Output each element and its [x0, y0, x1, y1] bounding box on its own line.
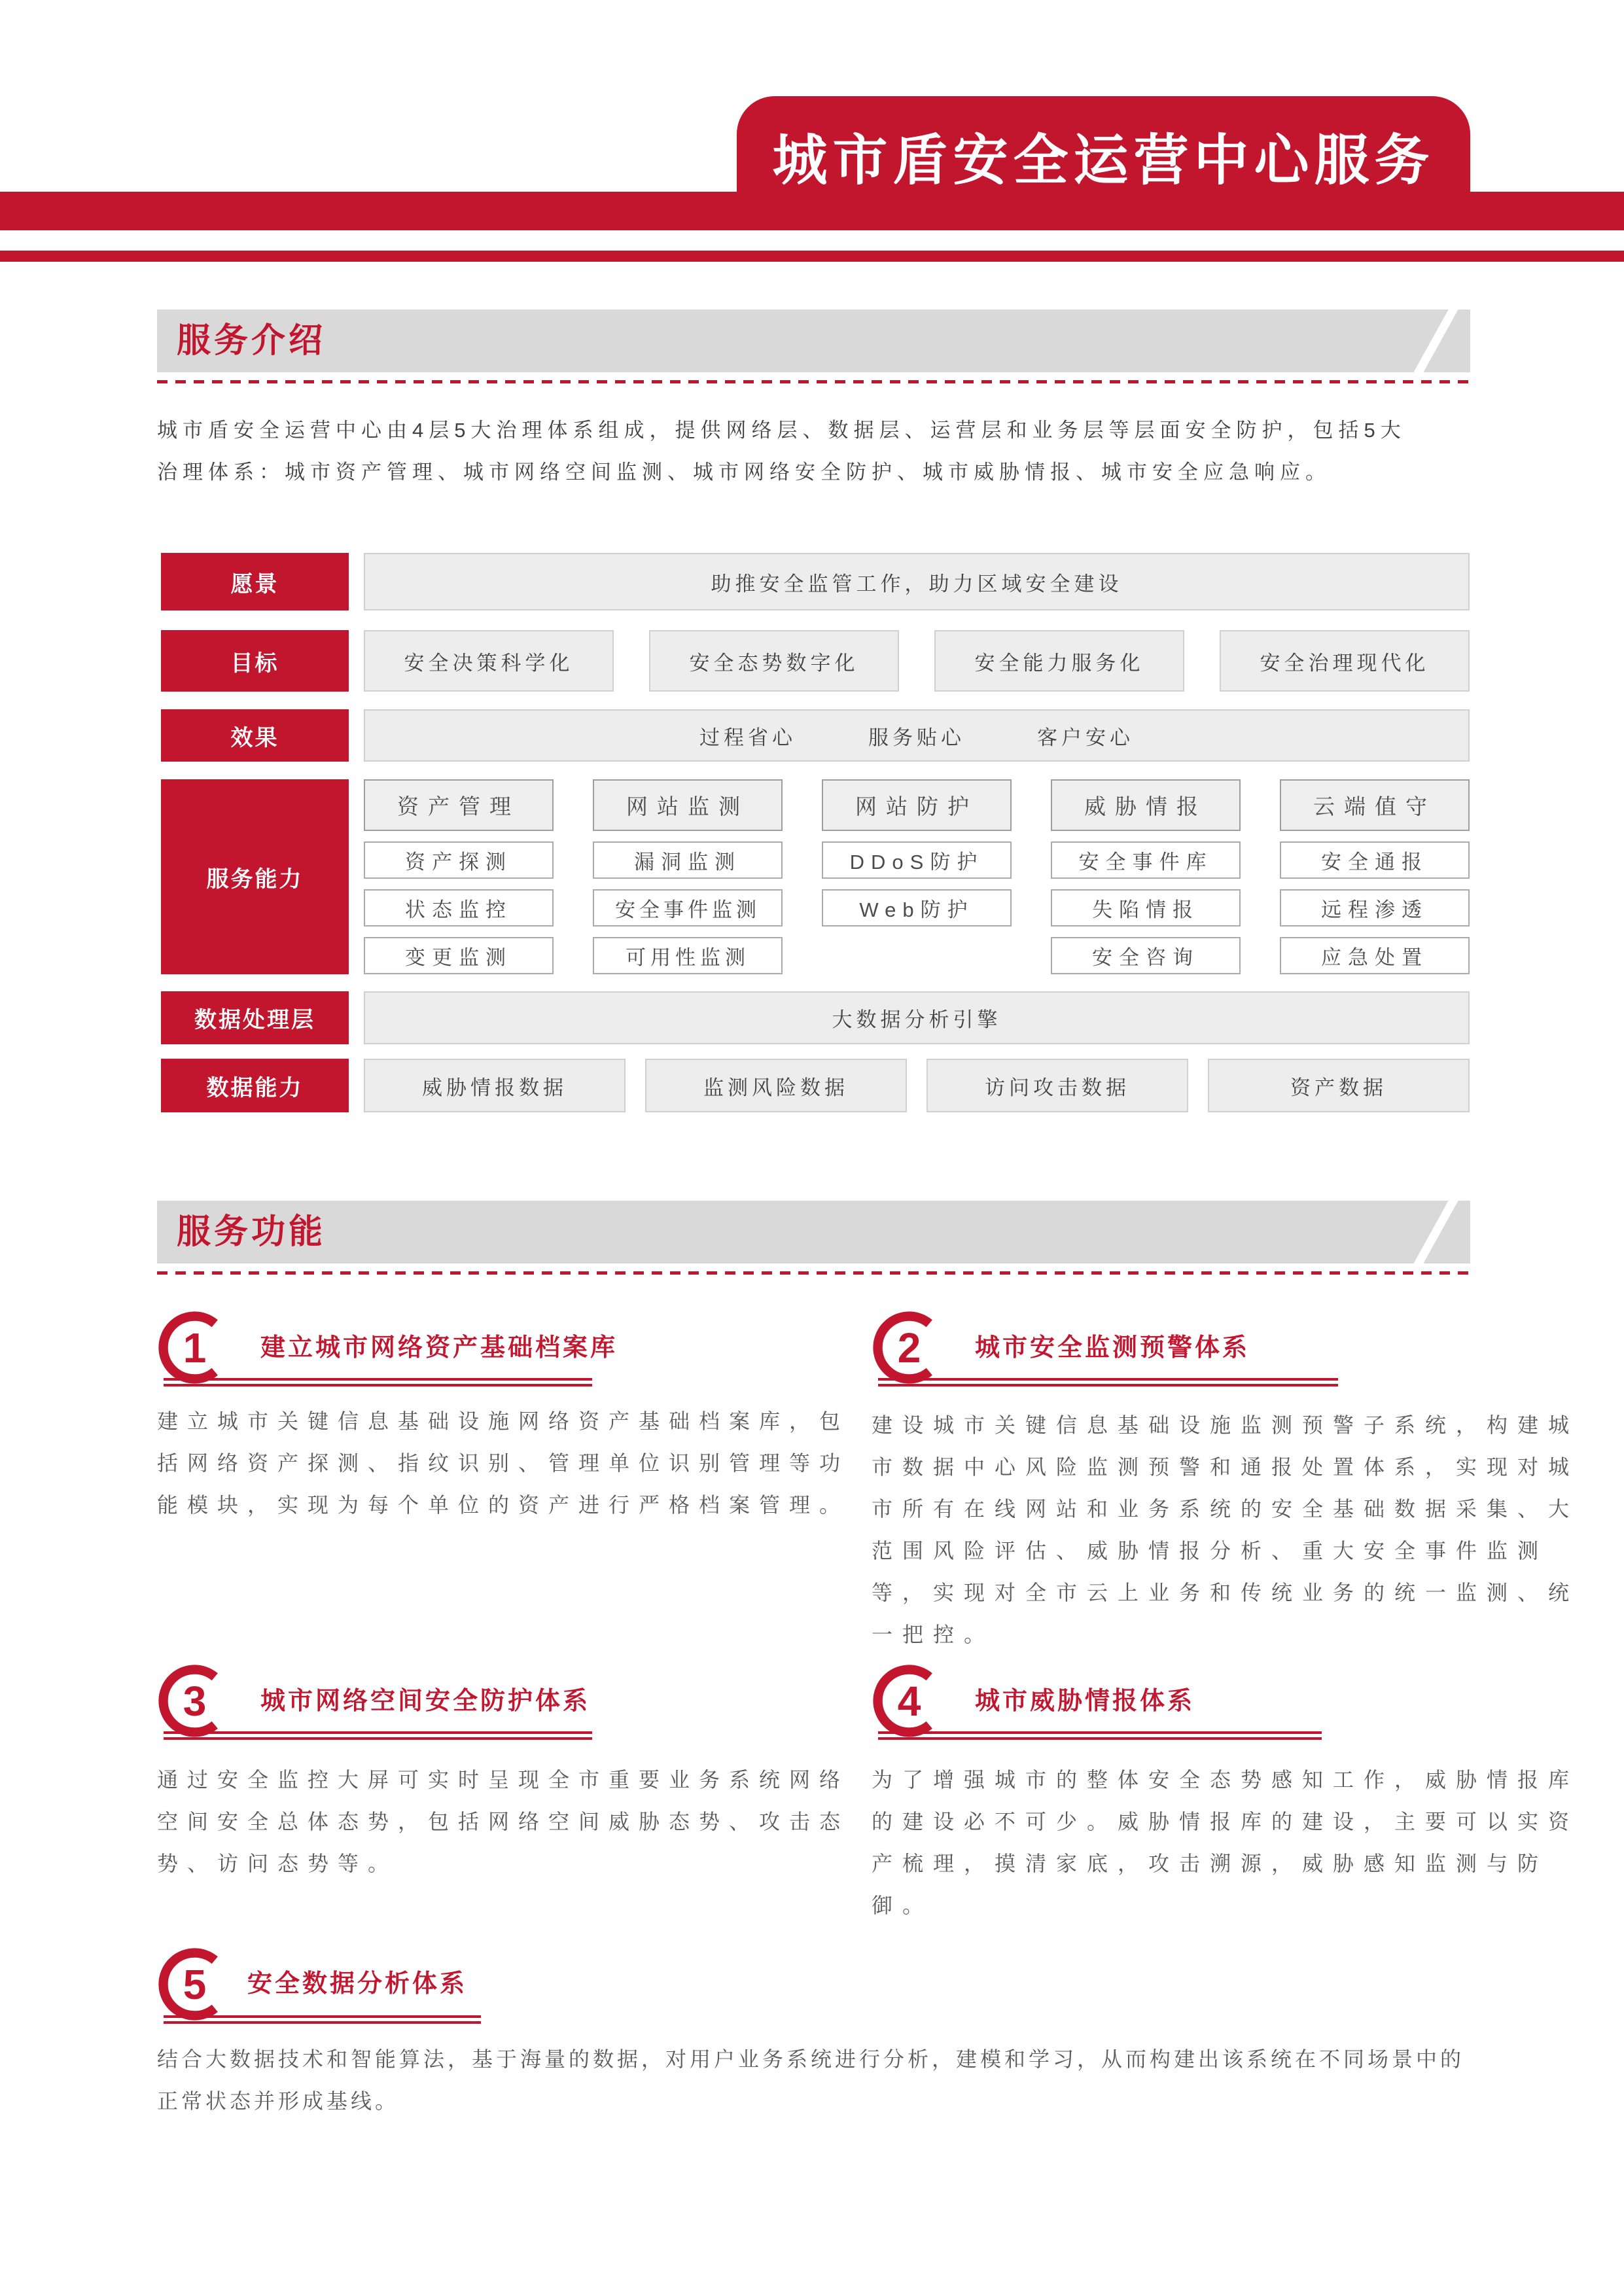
section-intro-banner: [157, 309, 1470, 372]
dashed-divider: [157, 1271, 1470, 1275]
item5-number: 5: [183, 1960, 207, 2008]
paragraph-line: 建立城市关键信息基础设施网络资产基础档案库，包: [157, 1409, 850, 1433]
item1-underline: [164, 1378, 592, 1386]
paragraph-line: 势、访问态势等。: [157, 1852, 398, 1875]
item2-paragraph: [872, 1404, 1579, 1655]
goal-cell: 安全治理现代化: [1220, 630, 1470, 692]
item1-title: 建立城市网络资产基础档案库: [260, 1334, 618, 1362]
dashed-divider: [157, 380, 1470, 383]
section-intro-heading: 服务介绍: [177, 322, 327, 360]
item3-title: 城市网络空间安全防护体系: [260, 1687, 591, 1715]
data-ability-cell: 监测风险数据: [645, 1059, 907, 1112]
item3-paragraph: [157, 1759, 849, 1884]
item5-underline: [164, 2015, 481, 2024]
item3-underline: [164, 1731, 592, 1740]
effect-phrase: 客户安心: [1037, 726, 1134, 749]
paragraph-line: 建设城市关键信息基础设施监测预警子系统，构建城: [872, 1413, 1580, 1437]
paragraph-line: 一把控。: [872, 1623, 995, 1646]
row-label-capability: 服务能力: [161, 779, 349, 974]
paragraph-line: 的建设必不可少。威胁情报库的建设，主要可以实资: [872, 1810, 1580, 1833]
row-label-effect: 效果: [161, 709, 349, 762]
paragraph-line: 结合大数据技术和智能算法，基于海量的数据，对用户业务系统进行分析，建模和学习，从而构建出该系统在不同场景中的: [157, 2047, 1465, 2071]
paragraph-line: 市数据中心风险监测预警和通报处置体系，实现对城: [872, 1455, 1580, 1479]
row-label-goal: 目标: [161, 630, 349, 692]
item3-number: 3: [183, 1677, 207, 1725]
capability-cell: 状态监控: [364, 889, 554, 927]
capability-cell: 资产探测: [364, 841, 554, 879]
capability-header-cell: 资产管理: [364, 779, 554, 831]
intro-paragraph: [157, 410, 1479, 493]
capability-cell: 漏洞监测: [593, 841, 783, 879]
capability-cell: 安全事件监测: [593, 889, 783, 927]
capability-cell: 安全事件库: [1051, 841, 1241, 879]
capability-header-cell: 云端值守: [1280, 779, 1470, 831]
capability-cell: 应急处置: [1280, 937, 1470, 974]
vision-box: 助推安全监管工作，助力区域安全建设: [364, 553, 1470, 610]
capability-header-cell: 威胁情报: [1051, 779, 1241, 831]
paragraph-line: 产梳理，摸清家底，攻击溯源，威胁感知监测与防: [872, 1852, 1549, 1875]
paragraph-line: 正常状态并形成基线。: [157, 2089, 400, 2113]
effect-phrases: [699, 721, 1134, 751]
effect-box: [364, 709, 1470, 762]
item4-paragraph: [872, 1759, 1579, 1926]
row-label-vision: 愿景: [161, 553, 349, 610]
item5-title: 安全数据分析体系: [247, 1970, 468, 1998]
section-functions-banner: [157, 1201, 1470, 1263]
row-label-data-ability: 数据能力: [161, 1059, 349, 1112]
capability-header-cell: 网站防护: [822, 779, 1012, 831]
goal-cell: 安全能力服务化: [934, 630, 1184, 692]
capability-cell: 可用性监测: [593, 937, 783, 974]
header-red-stripe: [0, 251, 1624, 262]
item2-title: 城市安全监测预警体系: [975, 1334, 1250, 1362]
effect-phrase: 服务贴心: [868, 726, 965, 749]
capability-cell: 安全通报: [1280, 841, 1470, 879]
data-layer-box: 大数据分析引擎: [364, 991, 1470, 1044]
data-ability-cell: 威胁情报数据: [364, 1059, 626, 1112]
header-red-band: [0, 192, 1624, 230]
paragraph-line: 括网络资产探测、指纹识别、管理单位识别管理等功: [157, 1451, 850, 1475]
paragraph-line: 御。: [872, 1894, 934, 1917]
paragraph-line: 通过安全监控大屏可实时呈现全市重要业务系统网络: [157, 1768, 850, 1792]
item4-underline: [878, 1731, 1322, 1740]
section-functions-heading: 服务功能: [177, 1213, 327, 1251]
row-label-data-layer: 数据处理层: [161, 991, 349, 1044]
data-ability-cell: 资产数据: [1208, 1059, 1470, 1112]
intro-line: 治理体系：城市资产管理、城市网络空间监测、城市网络安全防护、城市威胁情报、城市安全应急响应。: [157, 461, 1331, 484]
effect-phrase: 过程省心: [699, 726, 796, 749]
page-title-banner: [737, 96, 1470, 192]
item5-paragraph: [157, 2038, 1464, 2122]
item1-paragraph: [157, 1400, 849, 1526]
capability-cell: 变更监测: [364, 937, 554, 974]
paragraph-line: 为了增强城市的整体安全态势感知工作，威胁情报库: [872, 1768, 1580, 1792]
capability-cell: DDoS防护: [822, 841, 1012, 879]
capability-header-cell: 网站监测: [593, 779, 783, 831]
intro-line: 城市盾安全运营中心由4层5大治理体系组成，提供网络层、数据层、运营层和业务层等层面安全防护，包括5大: [157, 419, 1406, 442]
page-title: 城市盾安全运营中心服务: [772, 130, 1435, 191]
paragraph-line: 市所有在线网站和业务系统的安全基础数据采集、大: [872, 1497, 1580, 1521]
item4-number: 4: [897, 1677, 921, 1725]
item2-number: 2: [897, 1324, 921, 1371]
paragraph-line: 能模块，实现为每个单位的资产进行严格档案管理。: [157, 1493, 850, 1517]
goal-cell: 安全态势数字化: [649, 630, 899, 692]
data-ability-cell: 访问攻击数据: [927, 1059, 1188, 1112]
goal-cell: 安全决策科学化: [364, 630, 614, 692]
capability-cell: Web防护: [822, 889, 1012, 927]
paragraph-line: 空间安全总体态势，包括网络空间威胁态势、攻击态: [157, 1810, 850, 1833]
paragraph-line: 等，实现对全市云上业务和传统业务的统一监测、统: [872, 1581, 1580, 1604]
capability-cell: 远程渗透: [1280, 889, 1470, 927]
capability-cell: 失陷情报: [1051, 889, 1241, 927]
paragraph-line: 范围风险评估、威胁情报分析、重大安全事件监测: [872, 1539, 1549, 1563]
item1-number: 1: [183, 1324, 207, 1371]
item2-underline: [878, 1378, 1338, 1386]
item4-title: 城市威胁情报体系: [975, 1687, 1195, 1715]
capability-cell: 安全咨询: [1051, 937, 1241, 974]
